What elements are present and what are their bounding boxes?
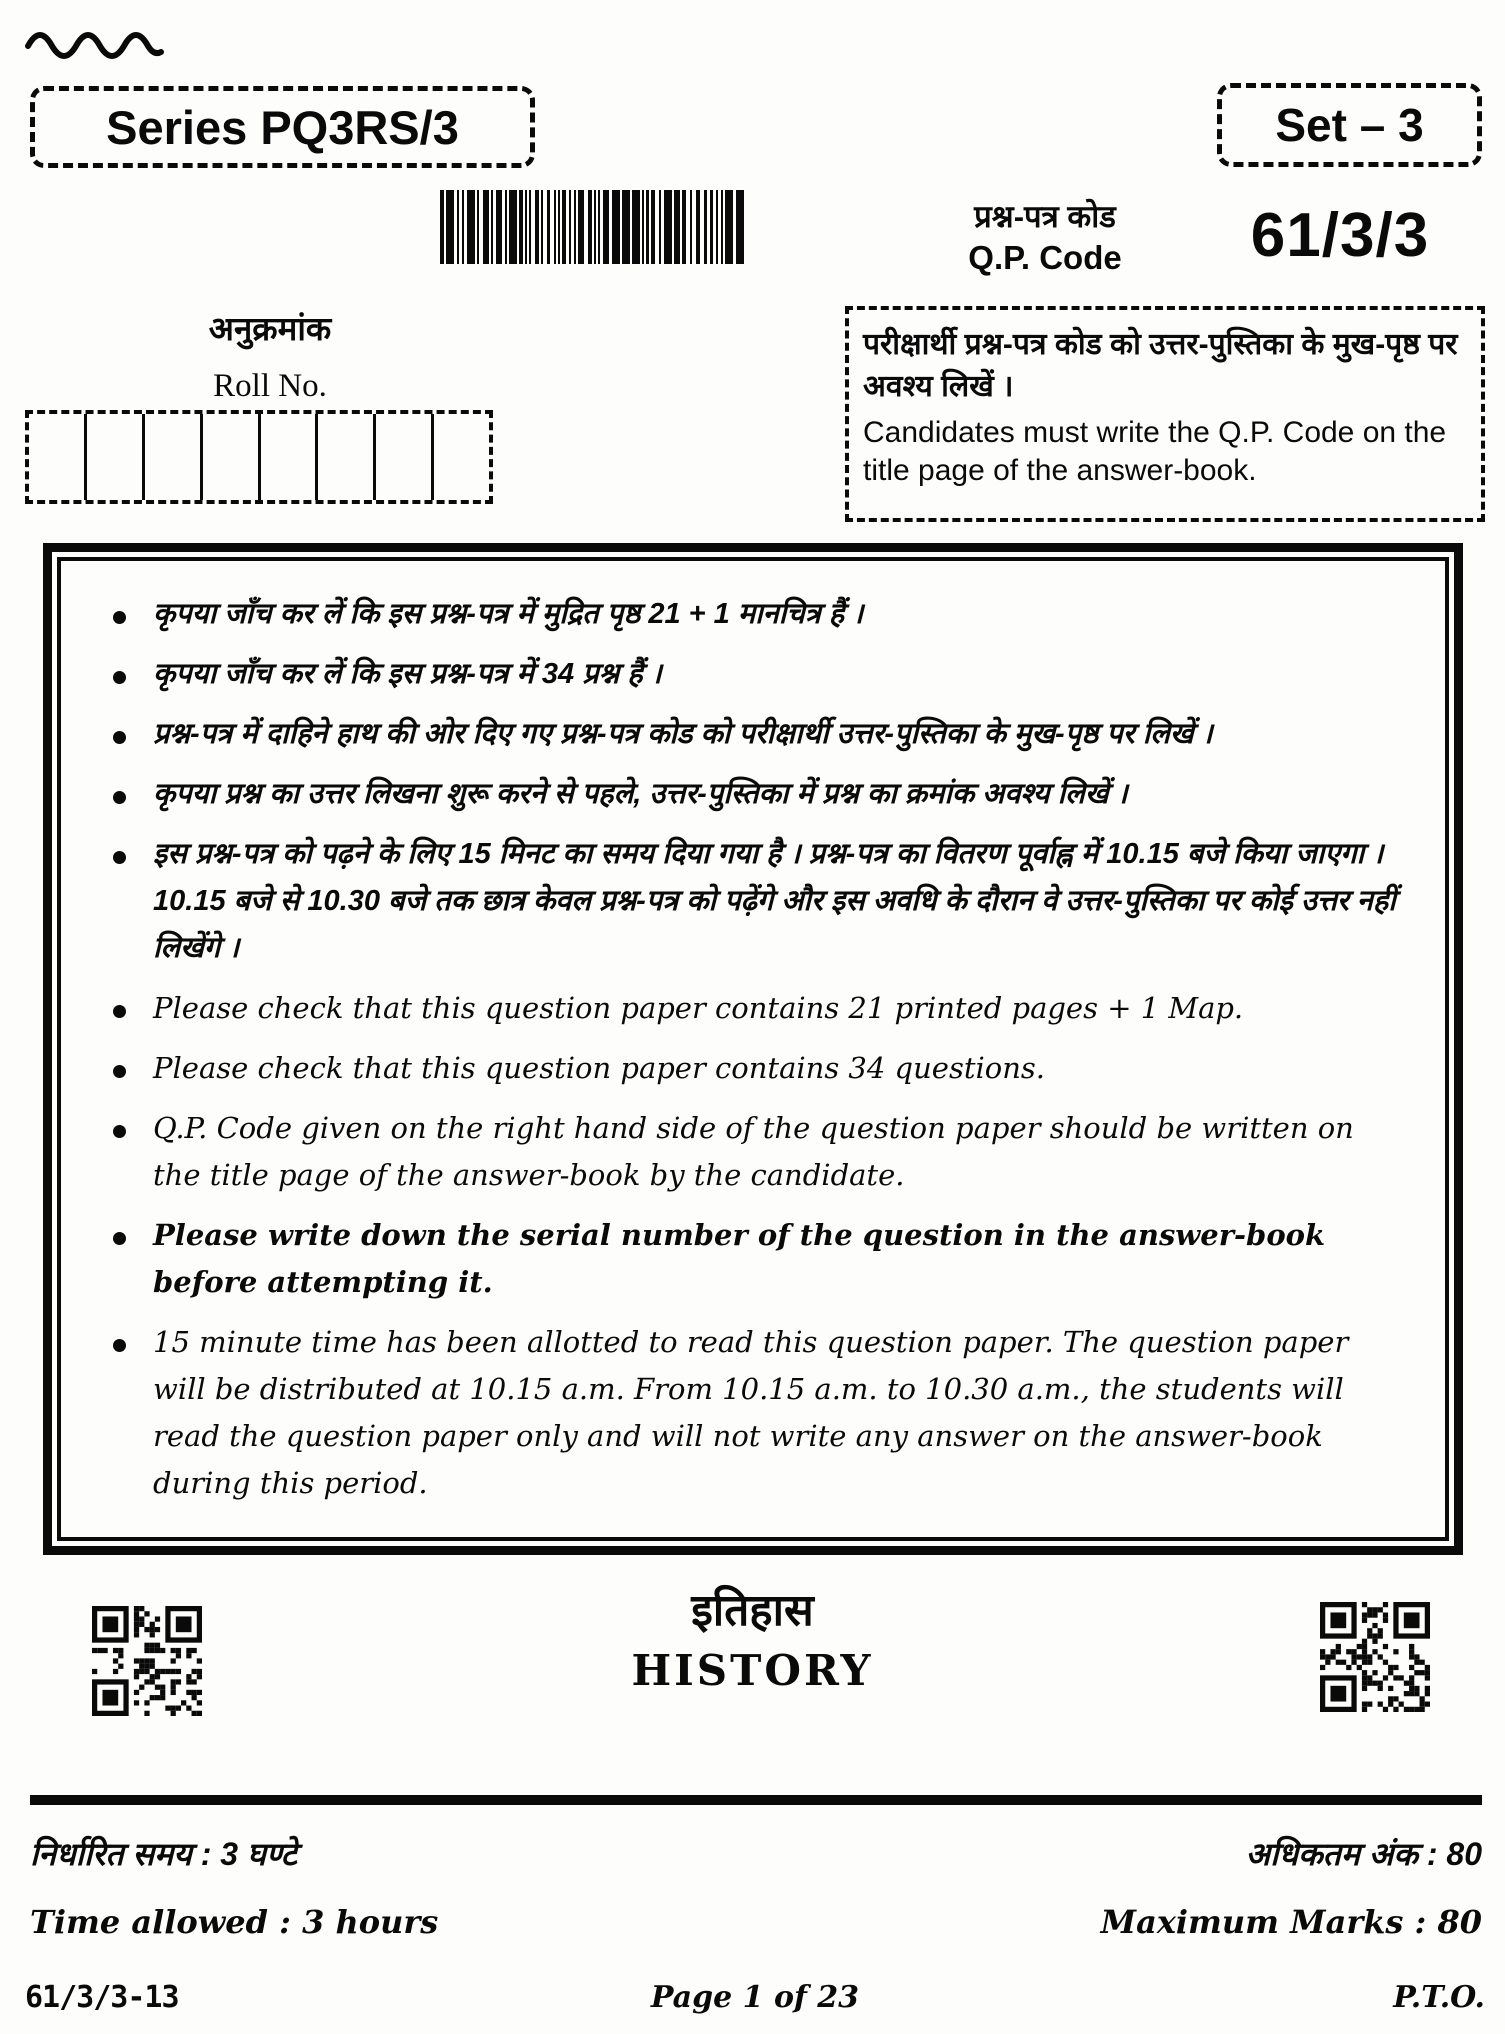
meta-row-hindi bbox=[30, 1832, 1482, 1875]
roll-digit-cell bbox=[200, 414, 258, 500]
roll-number-labels bbox=[130, 305, 410, 405]
qp-code-notice-box bbox=[845, 306, 1485, 522]
roll-digit-cell bbox=[84, 414, 142, 500]
instruction-english-3: Q.P. Code given on the right hand side of the question paper should be written on the title page of the answer-book by the candidate. bbox=[91, 1105, 1407, 1199]
roll-digit-cell bbox=[431, 414, 489, 500]
instruction-hindi-1: कृपया जाँच कर लें कि इस प्रश्न-पत्र में मुद्रित पृष्ठ 21 + 1 मानचित्र हैं । bbox=[91, 591, 1407, 638]
subject-title-english: HISTORY bbox=[631, 1646, 874, 1695]
footer-paper-code: 61/3/3-13 bbox=[25, 1980, 179, 2015]
set-number-label: Set – 3 bbox=[1275, 99, 1424, 151]
instruction-english-5: 15 minute time has been allotted to read this question paper. The question paper will be distributed at 10.15 a.m. From 10.15 a.m. to 10.30 a.m., the students will read the question paper only and will not write any answer on the answer-book during this period. bbox=[91, 1319, 1407, 1507]
instructions-list bbox=[91, 591, 1407, 1506]
barcode bbox=[440, 190, 745, 264]
notice-text-hindi: परीक्षार्थी प्रश्न-पत्र कोड को उत्तर-पुस्तिका के मुख-पृष्ठ पर अवश्य लिखें । bbox=[863, 328, 1458, 403]
roll-label-english: Roll No. bbox=[213, 368, 327, 404]
time-allowed-hindi: निर्धारित समय : 3 घण्टे bbox=[30, 1836, 297, 1872]
qp-code-label bbox=[930, 198, 1160, 278]
meta-row-english bbox=[30, 1903, 1482, 1941]
squiggle-mark bbox=[22, 22, 167, 60]
instruction-hindi-3: प्रश्न-पत्र में दाहिने हाथ की ओर दिए गए प्रश्न-पत्र कोड को परीक्षार्थी उत्तर-पुस्तिका के मुख-पृष्ठ पर लिखें । bbox=[91, 711, 1407, 758]
roll-digit-cell bbox=[373, 414, 431, 500]
roll-digit-cell bbox=[315, 414, 373, 500]
instruction-english-1: Please check that this question paper contains 21 printed pages + 1 Map. bbox=[91, 985, 1407, 1032]
page-footer bbox=[25, 1980, 1485, 2015]
subject-title-hindi: इतिहास bbox=[691, 1586, 814, 1635]
instruction-english-4: Please write down the serial number of the question in the answer-book before attempting it. bbox=[91, 1212, 1407, 1306]
subject-title bbox=[0, 1578, 1505, 1695]
qp-code-value: 61/3/3 bbox=[1250, 201, 1430, 270]
qp-code-label-hindi: प्रश्न-पत्र कोड bbox=[974, 199, 1116, 234]
horizontal-rule bbox=[30, 1795, 1482, 1805]
qp-code-label-english: Q.P. Code bbox=[968, 238, 1122, 276]
notice-text-english: Candidates must write the Q.P. Code on the title page of the answer-book. bbox=[863, 416, 1447, 487]
footer-page-number: Page 1 of 23 bbox=[650, 1980, 860, 2015]
instruction-hindi-4: कृपया प्रश्न का उत्तर लिखना शुरू करने से पहले, उत्तर-पुस्तिका में प्रश्न का क्रमांक अवश्य लिखें । bbox=[91, 771, 1407, 818]
series-code-box bbox=[30, 86, 535, 168]
footer-pto: P.T.O. bbox=[1393, 1980, 1485, 2015]
instruction-hindi-2: कृपया जाँच कर लें कि इस प्रश्न-पत्र में 34 प्रश्न हैं । bbox=[91, 651, 1407, 698]
instruction-english-2: Please check that this question paper contains 34 questions. bbox=[91, 1045, 1407, 1092]
maximum-marks-english: Maximum Marks : 80 bbox=[1100, 1903, 1482, 1941]
maximum-marks-hindi: अधिकतम अंक : 80 bbox=[1245, 1836, 1482, 1872]
roll-digit-cell bbox=[258, 414, 316, 500]
set-number-box bbox=[1217, 83, 1482, 167]
series-code-label: Series PQ3RS/3 bbox=[106, 100, 459, 154]
roll-digit-cell bbox=[142, 414, 200, 500]
instructions-box bbox=[43, 543, 1463, 1555]
instruction-hindi-5: इस प्रश्न-पत्र को पढ़ने के लिए 15 मिनट का समय दिया गया है । प्रश्न-पत्र का वितरण पूर्वाह्न में 10.15 बजे किया जाएगा । 10.15 बजे से 10.30 बजे तक छात्र केवल प्रश्न-पत्र को पढ़ेंगे और इस अवधि के दौरान वे उत्तर-पुस्तिका पर कोई उत्तर नहीं लिखेंगे । bbox=[91, 831, 1407, 972]
roll-digit-cell bbox=[29, 414, 84, 500]
roll-label-hindi: अनुक्रमांक bbox=[208, 310, 332, 347]
time-allowed-english: Time allowed : 3 hours bbox=[30, 1903, 439, 1941]
roll-number-grid bbox=[25, 410, 493, 504]
